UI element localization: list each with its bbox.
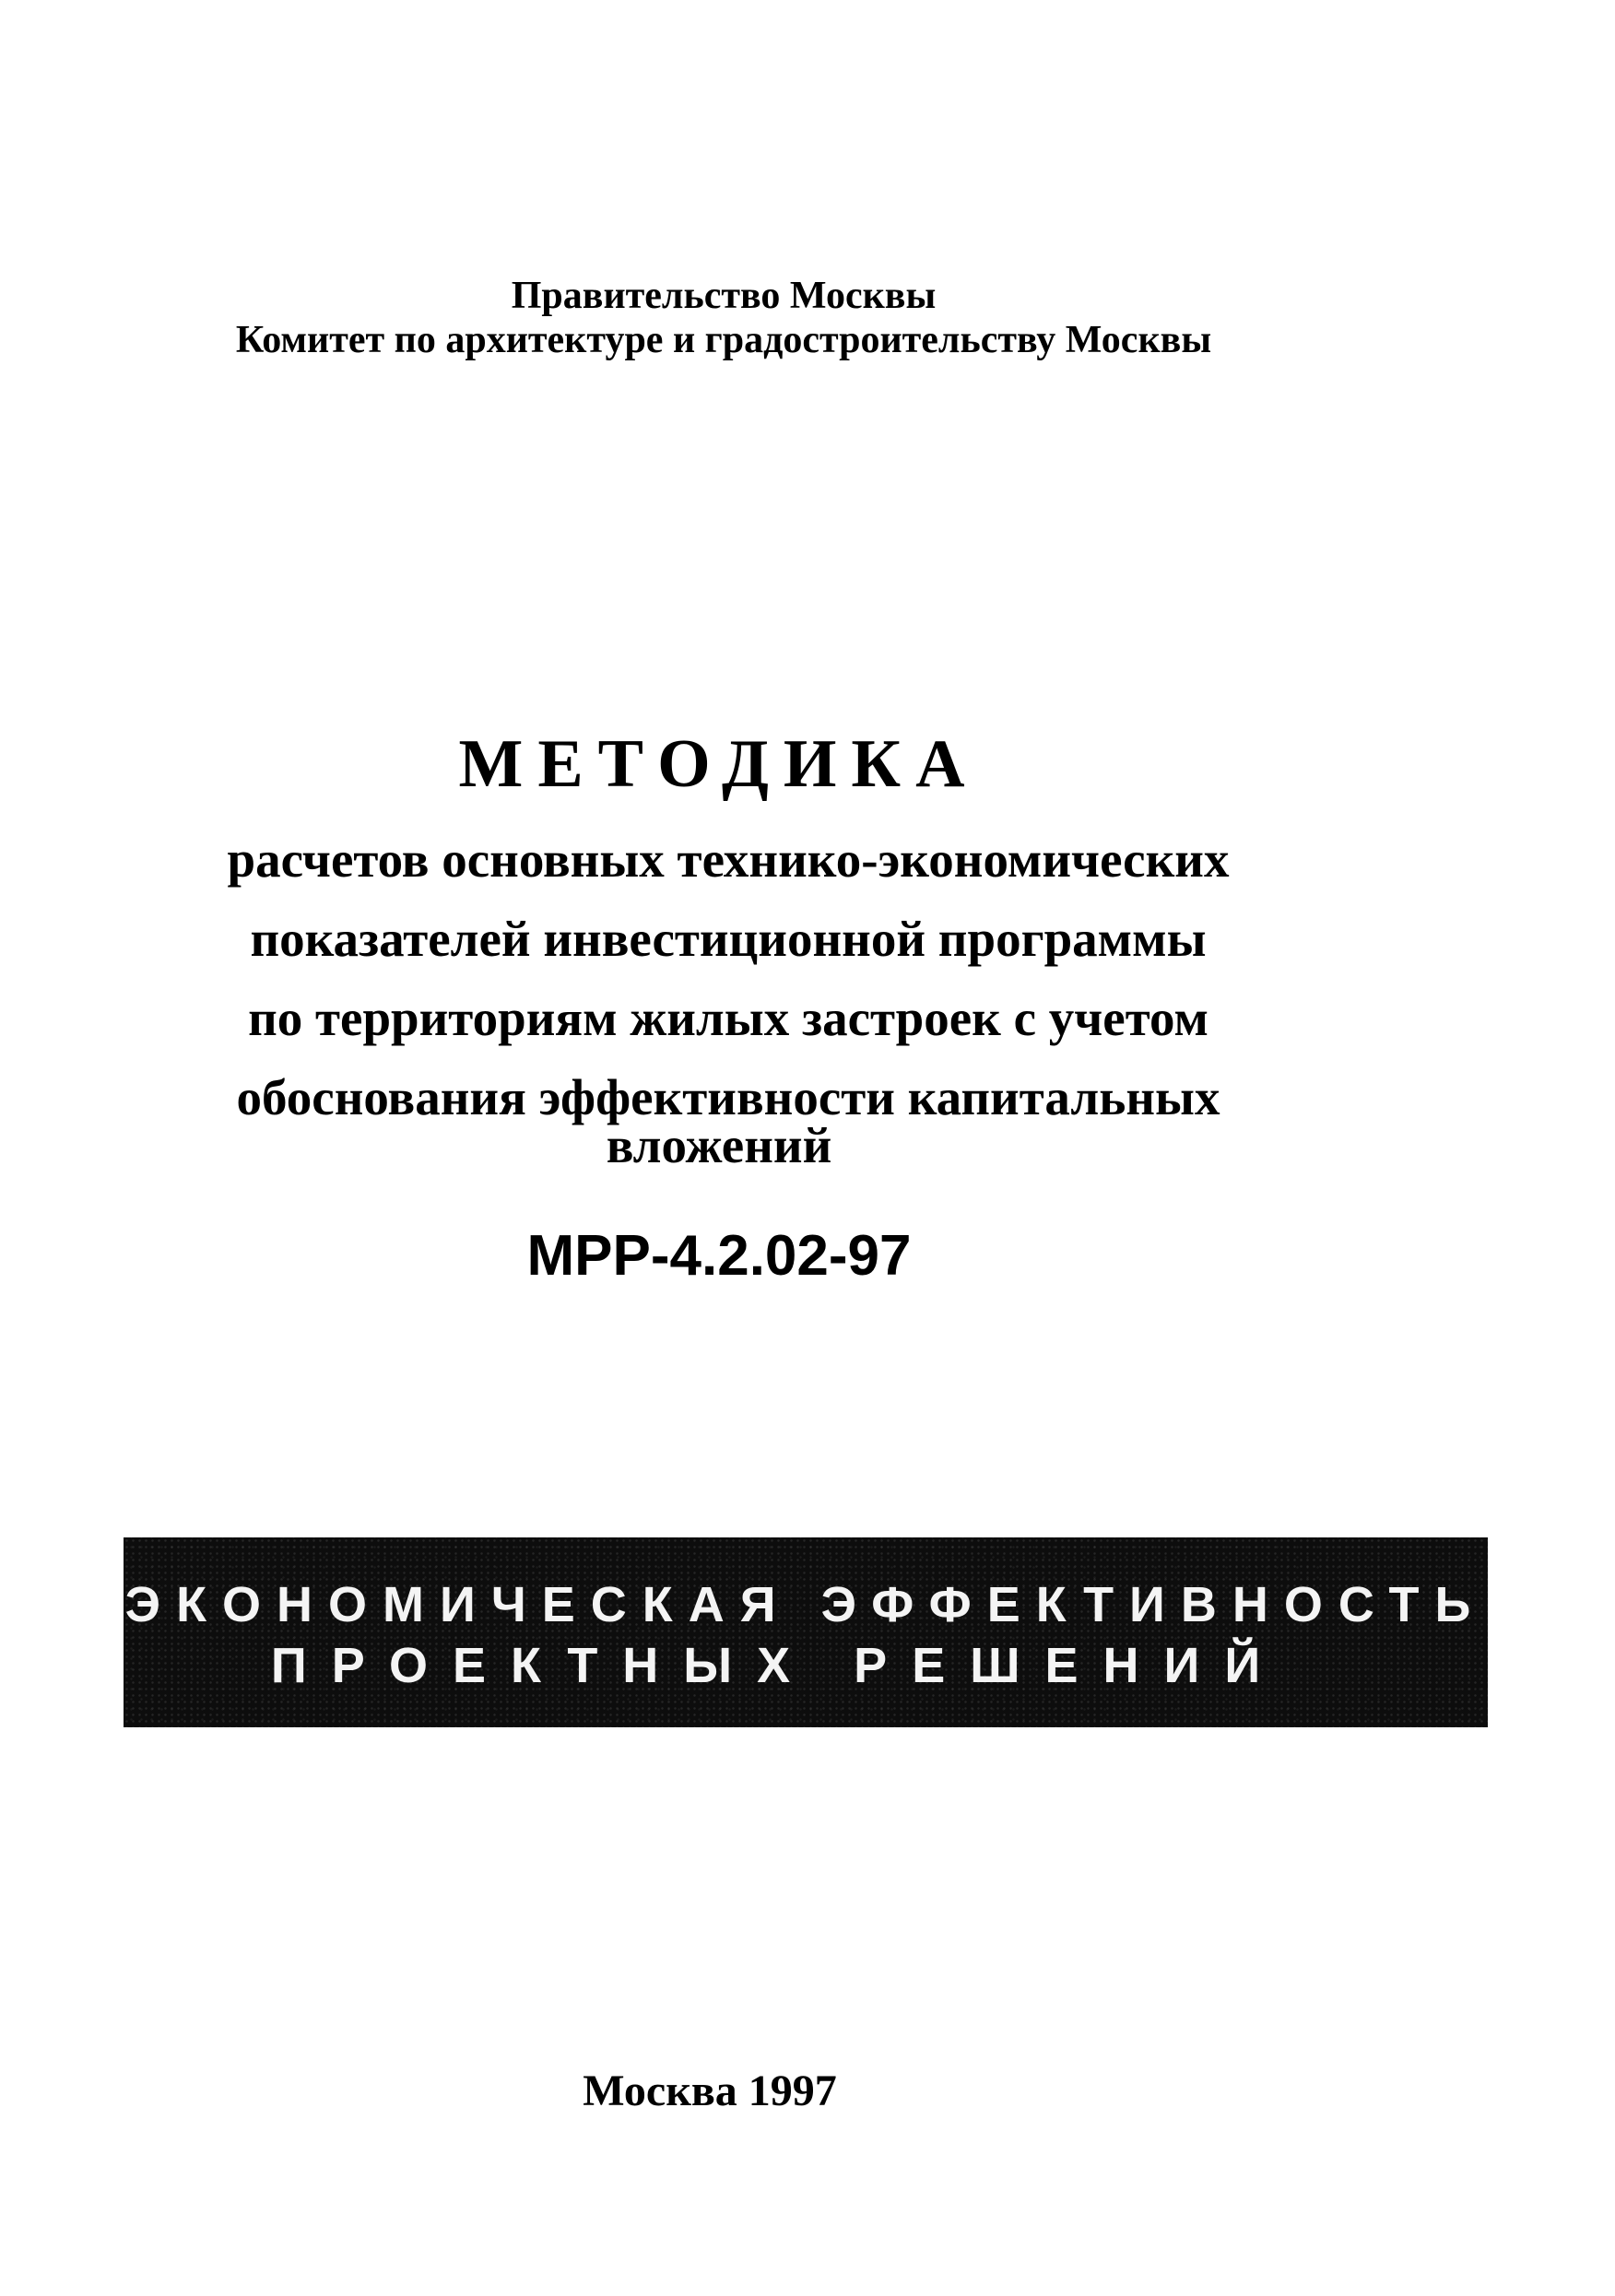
title-description-line: вложений [606, 1117, 832, 1173]
committee-name: Комитет по архитектуре и градостроительству Москвы [235, 319, 1212, 361]
document-type-title: МЕТОДИКА [458, 726, 980, 802]
publication-place-year: Москва 1997 [583, 2066, 837, 2115]
title-description-line: по территориям жилых застроек с учетом [248, 990, 1208, 1046]
title-description-line: расчетов основных технико-экономических [227, 831, 1230, 888]
series-title-line: ЭКОНОМИЧЕСКАЯ ЭФФЕКТИВНОСТЬ [124, 1577, 1487, 1632]
document-code: МРР-4.2.02-97 [526, 1224, 912, 1288]
series-title-line: ПРОЕКТНЫХ РЕШЕНИЙ [270, 1638, 1286, 1693]
series-banner [124, 1537, 1488, 1727]
title-description-line: показателей инвестиционной программы [250, 911, 1207, 967]
title-description-line: обоснования эффективности капитальных [236, 1069, 1220, 1125]
government-name: Правительство Москвы [511, 275, 937, 317]
